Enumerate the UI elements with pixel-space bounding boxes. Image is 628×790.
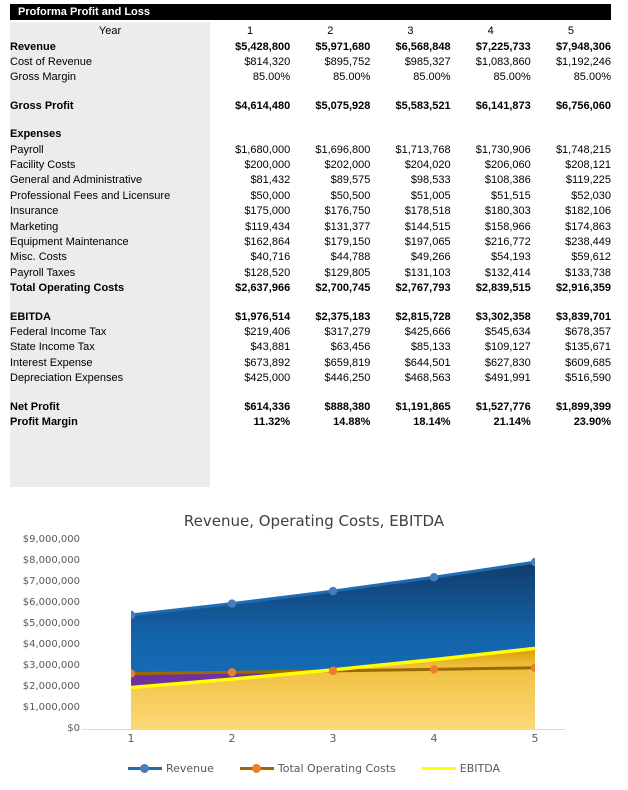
legend-item-ebitda[interactable] bbox=[422, 762, 500, 775]
row-value: $89,575 bbox=[330, 174, 371, 187]
row-value bbox=[531, 127, 611, 142]
row-value: $1,192,246 bbox=[555, 56, 611, 69]
revenue-marker bbox=[329, 587, 337, 595]
row-value: 14.88% bbox=[333, 415, 371, 428]
row-value: $2,839,515 bbox=[475, 282, 531, 295]
legend-marker bbox=[140, 764, 149, 773]
y-tick-label: $6,000,000 bbox=[22, 597, 80, 608]
x-tick-label: 4 bbox=[430, 732, 438, 745]
spacer-cell bbox=[10, 85, 611, 98]
table-row bbox=[10, 157, 611, 172]
legend-marker bbox=[252, 764, 261, 773]
chart-title: Revenue, Operating Costs, EBITDA bbox=[183, 512, 445, 530]
header-year-label: Year bbox=[98, 24, 122, 37]
row-label: Insurance bbox=[10, 205, 59, 218]
row-value: $2,916,359 bbox=[555, 282, 611, 295]
y-tick-label: $2,000,000 bbox=[22, 681, 80, 692]
row-value: $176,750 bbox=[324, 205, 371, 218]
row-label: Payroll Taxes bbox=[10, 266, 76, 279]
row-value: $49,266 bbox=[410, 251, 451, 264]
row-label: Profit Margin bbox=[10, 415, 78, 428]
row-value: 11.32% bbox=[253, 415, 291, 428]
row-value: $119,434 bbox=[245, 220, 291, 233]
legend-label: EBITDA bbox=[459, 762, 501, 775]
y-axis-labels bbox=[4, 500, 80, 790]
legend-symbol bbox=[240, 763, 274, 774]
row-value: $5,428,800 bbox=[235, 40, 291, 53]
row-value: $545,634 bbox=[484, 325, 531, 338]
row-label: Revenue bbox=[10, 40, 56, 53]
table-row bbox=[10, 127, 611, 142]
row-value: $6,568,848 bbox=[395, 40, 451, 53]
row-value: $678,357 bbox=[565, 325, 611, 338]
y-tick-label: $5,000,000 bbox=[22, 618, 80, 629]
y-tick-label: $3,000,000 bbox=[22, 660, 80, 671]
row-value: $208,121 bbox=[565, 159, 611, 172]
x-tick-label: 2 bbox=[228, 732, 236, 745]
row-value: 85.00% bbox=[573, 71, 611, 84]
row-value: $129,805 bbox=[324, 266, 371, 279]
row-value: $175,000 bbox=[244, 205, 291, 218]
row-value: 85.00% bbox=[413, 71, 451, 84]
y-tick-label: $9,000,000 bbox=[22, 534, 80, 545]
table-row bbox=[10, 234, 611, 249]
table-row bbox=[10, 309, 611, 324]
table-row bbox=[10, 324, 611, 339]
legend-item-total-operating-costs[interactable] bbox=[240, 762, 396, 775]
y-tick-label: $8,000,000 bbox=[22, 555, 80, 566]
row-label: Net Profit bbox=[10, 400, 60, 413]
row-value: $1,899,399 bbox=[555, 400, 611, 413]
row-value: $131,377 bbox=[324, 220, 371, 233]
table-row bbox=[10, 280, 611, 295]
operating-costs-marker bbox=[228, 668, 236, 676]
row-value: $128,520 bbox=[244, 266, 291, 279]
row-value: $2,815,728 bbox=[395, 310, 451, 323]
row-value: $202,000 bbox=[324, 159, 371, 172]
row-label: Gross Profit bbox=[10, 99, 74, 112]
row-value bbox=[210, 127, 290, 142]
table-row bbox=[10, 98, 611, 113]
row-label: Gross Margin bbox=[10, 71, 77, 84]
row-value: $40,716 bbox=[250, 251, 291, 264]
table-row bbox=[10, 370, 611, 385]
row-label: Marketing bbox=[10, 220, 59, 233]
row-value: $5,583,521 bbox=[395, 99, 451, 112]
column-header-year-2: 2 bbox=[327, 24, 334, 37]
row-label: Cost of Revenue bbox=[10, 56, 92, 69]
row-value: $985,327 bbox=[404, 56, 451, 69]
row-value: $1,730,906 bbox=[475, 143, 531, 156]
row-value: $108,386 bbox=[484, 174, 531, 187]
row-value: $50,500 bbox=[330, 189, 371, 202]
row-value: $51,005 bbox=[410, 189, 451, 202]
row-value: $1,083,860 bbox=[475, 56, 531, 69]
row-value: $5,075,928 bbox=[315, 99, 371, 112]
row-value: $131,103 bbox=[404, 266, 451, 279]
row-value: $3,302,358 bbox=[475, 310, 531, 323]
row-value: $1,696,800 bbox=[315, 143, 371, 156]
row-value bbox=[370, 127, 450, 142]
row-value: $1,713,768 bbox=[395, 143, 451, 156]
y-tick-label: $4,000,000 bbox=[22, 639, 80, 650]
row-value: $174,863 bbox=[565, 220, 611, 233]
x-tick-label: 5 bbox=[531, 732, 539, 745]
row-value: $609,685 bbox=[565, 356, 611, 369]
legend-item-revenue[interactable] bbox=[128, 762, 214, 775]
row-value: $144,515 bbox=[404, 220, 451, 233]
x-axis-line bbox=[82, 729, 565, 730]
row-value: 85.00% bbox=[252, 71, 291, 84]
chart-svg bbox=[131, 540, 535, 729]
row-label: Total Operating Costs bbox=[10, 282, 125, 295]
legend-symbol bbox=[128, 763, 162, 774]
table-row bbox=[10, 414, 611, 429]
column-header-year-5: 5 bbox=[567, 24, 574, 37]
table-row bbox=[10, 173, 611, 188]
statement-title: Proforma Profit and Loss bbox=[18, 6, 151, 18]
row-value: $2,767,793 bbox=[395, 282, 451, 295]
table-row bbox=[10, 70, 611, 85]
chart-panel bbox=[0, 500, 628, 790]
row-value: $468,563 bbox=[404, 372, 451, 385]
row-value: 23.90% bbox=[573, 415, 611, 428]
row-value: $219,406 bbox=[244, 325, 291, 338]
row-value: $317,279 bbox=[324, 325, 371, 338]
operating-costs-marker bbox=[329, 667, 337, 675]
table-row bbox=[10, 355, 611, 370]
row-value: $895,752 bbox=[324, 56, 371, 69]
row-value: $200,000 bbox=[244, 159, 291, 172]
row-label: Facility Costs bbox=[10, 159, 76, 172]
table-row bbox=[10, 399, 611, 414]
table-row bbox=[10, 39, 611, 54]
row-value: $44,788 bbox=[330, 251, 371, 264]
row-value: $135,671 bbox=[565, 341, 611, 354]
row-value: $1,748,215 bbox=[555, 143, 611, 156]
row-value bbox=[451, 127, 531, 142]
row-value: $425,666 bbox=[404, 325, 451, 338]
row-value: 18.14% bbox=[413, 415, 451, 428]
row-value: $204,020 bbox=[404, 159, 451, 172]
row-value: $197,065 bbox=[404, 235, 451, 248]
row-value: $132,414 bbox=[484, 266, 531, 279]
row-value: $180,303 bbox=[484, 205, 531, 218]
row-value: $119,225 bbox=[565, 174, 611, 187]
row-value: $182,106 bbox=[565, 205, 611, 218]
table-row bbox=[10, 54, 611, 69]
row-value: $888,380 bbox=[324, 400, 371, 413]
legend-line bbox=[422, 767, 456, 770]
table-row bbox=[10, 142, 611, 157]
row-value: $85,133 bbox=[410, 341, 451, 354]
chart-legend bbox=[0, 762, 628, 775]
row-value: $2,375,183 bbox=[315, 310, 371, 323]
row-value: $52,030 bbox=[571, 189, 611, 202]
revenue-marker bbox=[430, 573, 438, 581]
row-value: $644,501 bbox=[404, 356, 451, 369]
x-tick-label: 3 bbox=[329, 732, 337, 745]
y-tick-label: $0 bbox=[67, 723, 80, 734]
row-value: $814,320 bbox=[244, 56, 291, 69]
row-label: Expenses bbox=[10, 128, 62, 141]
row-value: $98,533 bbox=[410, 174, 451, 187]
row-value: $2,637,966 bbox=[235, 282, 291, 295]
row-value: $4,614,480 bbox=[235, 99, 291, 112]
row-value: $7,948,306 bbox=[555, 40, 611, 53]
row-label: Professional Fees and Licensure bbox=[10, 189, 171, 202]
table-spacer-row bbox=[10, 296, 611, 309]
row-value: $6,756,060 bbox=[555, 99, 611, 112]
row-value bbox=[290, 127, 370, 142]
row-value: $2,700,745 bbox=[315, 282, 371, 295]
row-value: $659,819 bbox=[324, 356, 371, 369]
row-value: $162,864 bbox=[244, 235, 291, 248]
row-value: $51,515 bbox=[491, 189, 531, 202]
legend-symbol bbox=[422, 763, 456, 774]
spacer-cell bbox=[10, 386, 611, 399]
row-value: 21.14% bbox=[493, 415, 531, 428]
row-label: Interest Expense bbox=[10, 356, 93, 369]
row-label: Misc. Costs bbox=[10, 251, 67, 264]
legend-label: Revenue bbox=[165, 762, 214, 775]
table-header-row bbox=[10, 22, 611, 39]
x-tick-label: 1 bbox=[127, 732, 135, 745]
row-value: $59,612 bbox=[571, 251, 611, 264]
row-value: 85.00% bbox=[333, 71, 371, 84]
operating-costs-marker bbox=[430, 665, 438, 673]
proforma-table bbox=[10, 22, 611, 430]
row-value: $627,830 bbox=[484, 356, 531, 369]
y-tick-label: $1,000,000 bbox=[22, 702, 80, 713]
table-row bbox=[10, 219, 611, 234]
row-value: $1,527,776 bbox=[475, 400, 531, 413]
row-value: $158,966 bbox=[484, 220, 531, 233]
table-row bbox=[10, 250, 611, 265]
row-value: $516,590 bbox=[565, 372, 611, 385]
row-value: $1,191,865 bbox=[395, 400, 451, 413]
row-value: $7,225,733 bbox=[475, 40, 531, 53]
row-value: $54,193 bbox=[491, 251, 531, 264]
row-value: 85.00% bbox=[493, 71, 531, 84]
table-spacer-row bbox=[10, 386, 611, 399]
row-value: $238,449 bbox=[565, 235, 611, 248]
row-label: General and Administrative bbox=[10, 174, 143, 187]
table-row bbox=[10, 340, 611, 355]
row-value: $614,336 bbox=[244, 400, 291, 413]
column-header-year-4: 4 bbox=[487, 24, 494, 37]
row-value: $446,250 bbox=[324, 372, 371, 385]
row-label: Payroll bbox=[10, 143, 44, 156]
row-value: $178,518 bbox=[404, 205, 451, 218]
row-value: $109,127 bbox=[484, 341, 531, 354]
row-value: $425,000 bbox=[244, 372, 291, 385]
row-value: $673,892 bbox=[244, 356, 291, 369]
row-label: Depreciation Expenses bbox=[10, 372, 124, 385]
row-value: $6,141,873 bbox=[475, 99, 531, 112]
table-spacer-row bbox=[10, 114, 611, 127]
statement-title-bar bbox=[10, 4, 611, 20]
row-label: Federal Income Tax bbox=[10, 325, 107, 338]
table-row bbox=[10, 204, 611, 219]
spacer-cell bbox=[10, 114, 611, 127]
row-value: $50,000 bbox=[250, 189, 291, 202]
legend-label: Total Operating Costs bbox=[277, 762, 396, 775]
row-value: $206,060 bbox=[484, 159, 531, 172]
table-row bbox=[10, 265, 611, 280]
table-row bbox=[10, 188, 611, 203]
row-label: Equipment Maintenance bbox=[10, 235, 129, 248]
plot-area bbox=[131, 540, 535, 729]
row-value: $81,432 bbox=[250, 174, 291, 187]
table-spacer-row bbox=[10, 85, 611, 98]
row-value: $216,772 bbox=[484, 235, 531, 248]
row-value: $43,881 bbox=[250, 341, 291, 354]
revenue-marker bbox=[228, 599, 236, 607]
row-value: $63,456 bbox=[330, 341, 371, 354]
row-value: $1,680,000 bbox=[235, 143, 291, 156]
row-value: $133,738 bbox=[565, 266, 611, 279]
spacer-cell bbox=[10, 296, 611, 309]
row-value: $179,150 bbox=[324, 235, 371, 248]
row-label: State Income Tax bbox=[10, 341, 95, 354]
column-header-year-3: 3 bbox=[407, 24, 414, 37]
y-tick-label: $7,000,000 bbox=[22, 576, 80, 587]
column-header-year-1: 1 bbox=[247, 24, 254, 37]
row-value: $5,971,680 bbox=[315, 40, 371, 53]
row-value: $3,839,701 bbox=[555, 310, 611, 323]
row-label: EBITDA bbox=[10, 310, 51, 323]
row-value: $1,976,514 bbox=[235, 310, 291, 323]
row-value: $491,991 bbox=[484, 372, 531, 385]
